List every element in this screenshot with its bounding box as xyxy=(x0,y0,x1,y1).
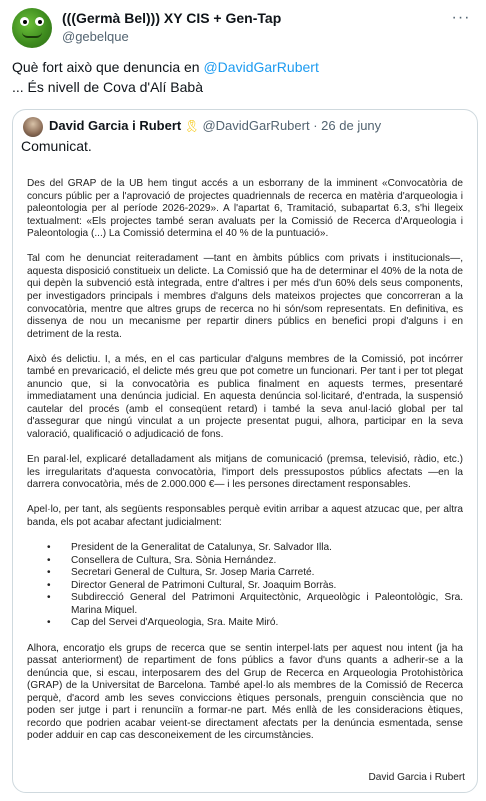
quoted-author-avatar[interactable] xyxy=(23,117,43,137)
author-avatar[interactable] xyxy=(12,8,52,48)
tweet-text-prefix: Què fort això que denuncia en xyxy=(12,59,204,75)
doc-signature: David Garcia i Rubert xyxy=(368,772,465,783)
quoted-tweet-header xyxy=(49,118,381,133)
tweet-text-line2: ... És nivell de Cova d'Alí Babà xyxy=(12,79,203,95)
tweet-text xyxy=(12,57,474,97)
responsables-list xyxy=(27,542,463,630)
quoted-tweet-text: Comunicat. xyxy=(21,138,92,154)
doc-paragraph-5: Apel·lo, per tant, als següents responsables perquè evitin arribar a aquest atzucac que, per altra banda, els pot acabar afectant judicialment: xyxy=(27,504,463,528)
quoted-author-handle[interactable]: @DavidGarRubert xyxy=(202,118,310,133)
list-item: • Director General de Patrimoni Cultural, Sr. Joaquim Borràs. xyxy=(27,580,463,593)
author-handle[interactable]: @gebelque xyxy=(62,29,129,44)
tweet-header xyxy=(12,8,474,52)
avatar-eye-right xyxy=(35,17,44,26)
doc-paragraph-3: Això és delictiu. I, a més, en el cas particular d'alguns membres de la Comissió, pot incórrer també en prevaricació, el delicte més greu que pot cometre un funcionari. Per tant i per tot plegat anuncio que, si la convocatòria es publica finalment en aquests termes, presentaré immediatament una denúncia judicial. En aquesta denúncia sol·licitaré, d'entrada, la suspensió cautelar del procés (amb el conseqüent retard) i també la seva anul·lació global per tal d'assegurar que ningú vinculat a un projecte presentat pugui, alhora, participar en la seva valoració, qualificació o adjudicació de fons. xyxy=(27,353,463,441)
doc-closing-paragraph: Alhora, encoratjo els grups de recerca que se sentin interpel·lats per aquest nou intent (ja ha passat anteriorment) de repartiment de fons públics a favor d'uns quants a adherir-se a la denúncia que, si escau, interposarem des del Grup de Recerca en Arqueologia Protohistòrica (GRAP) de la Universitat de Barcelona. També apel·lo als membres de la Comissió de Recerca perquè, d'acord amb les seves conviccions ètiques personals, prenguin consciència que no poden ser jutge i part i renunciïn a formar-ne part. Més enllà de les consideracions ètiques, recordo que podrien acabar veient-se directament afectats per la denúncia esmentada, sense poder adduir en cap cas desconeixement de les circumstàncies. xyxy=(27,642,463,742)
doc-paragraph-4: En paral·lel, explicaré detalladament als mitjans de comunicació (premsa, televisió, ràdio, etc.) les irregularitats d'aquesta convocatòria, l'import dels pressupostos públics afectats —en la darrera convocatòria, més de 2.000.000 €— i les persones directament responsables. xyxy=(27,454,463,491)
author-name[interactable]: (((Germà Bel))) XY CIS + Gen-Tap xyxy=(62,10,282,26)
avatar-eye-left xyxy=(20,17,29,26)
meta-separator: · xyxy=(313,118,318,133)
doc-paragraph-2: Tal com he denunciat reiteradament —tant en àmbits públics com privats i institucionals—, aquesta disposició constitueix un delicte. La Comissió que ha de determinar el 40% de la nota de qui depèn la subvenció està integrada, entre d'altres i per més d'un 60% dels seus components, per investigadors principals i membres d'alguns dels mateixos projectes que concorreran a la convocatòria, mentre que altres grups de recerca no hi són/som representats. En definitiva, es dissenya de nou un mecanisme per repartir diners públics en benefici propi d'alguns i en detriment de la resta. xyxy=(27,253,463,340)
list-item: • Secretari General de Cultura, Sr. Josep Maria Carreté. xyxy=(27,567,463,580)
more-dots-icon[interactable]: ··· xyxy=(451,9,471,26)
quoted-tweet-date[interactable]: 26 de juny xyxy=(321,118,382,133)
avatar-mouth xyxy=(22,32,42,38)
list-item: • President de la Generalitat de Catalunya, Sr. Salvador Illa. xyxy=(27,542,463,555)
quoted-tweet[interactable] xyxy=(12,109,478,793)
list-item: • Subdirecció General del Patrimoni Arquitectònic, Arqueològic i Paleontològic, Sra. Marina Miquel. xyxy=(27,592,463,617)
doc-paragraph-1: Des del GRAP de la UB hem tingut accés a un esborrany de la imminent «Convocatòria de concurs públic per a l'aprovació de projectes quadriennals de recerca en matèria d'arqueologia i paleontologia per al període 2026-2029». A l'apartat 6, Tramitació, subapartat 6.3, s'hi llegeix textualment: «Els projectes també seran avaluats per la Comissió de Recerca d'Arqueologia i Paleontologia (...) La Comissió determina el 40 % de la puntuació». xyxy=(27,178,463,240)
statement-document xyxy=(27,178,463,755)
quoted-author-name[interactable]: David Garcia i Rubert xyxy=(49,118,182,133)
list-item: • Consellera de Cultura, Sra. Sònia Hernández. xyxy=(27,555,463,568)
list-item: • Cap del Servei d'Arqueologia, Sra. Maite Miró. xyxy=(27,617,463,630)
yellow-ribbon-icon: 🎗 xyxy=(184,119,200,133)
mention-link[interactable]: @DavidGarRubert xyxy=(203,59,319,75)
